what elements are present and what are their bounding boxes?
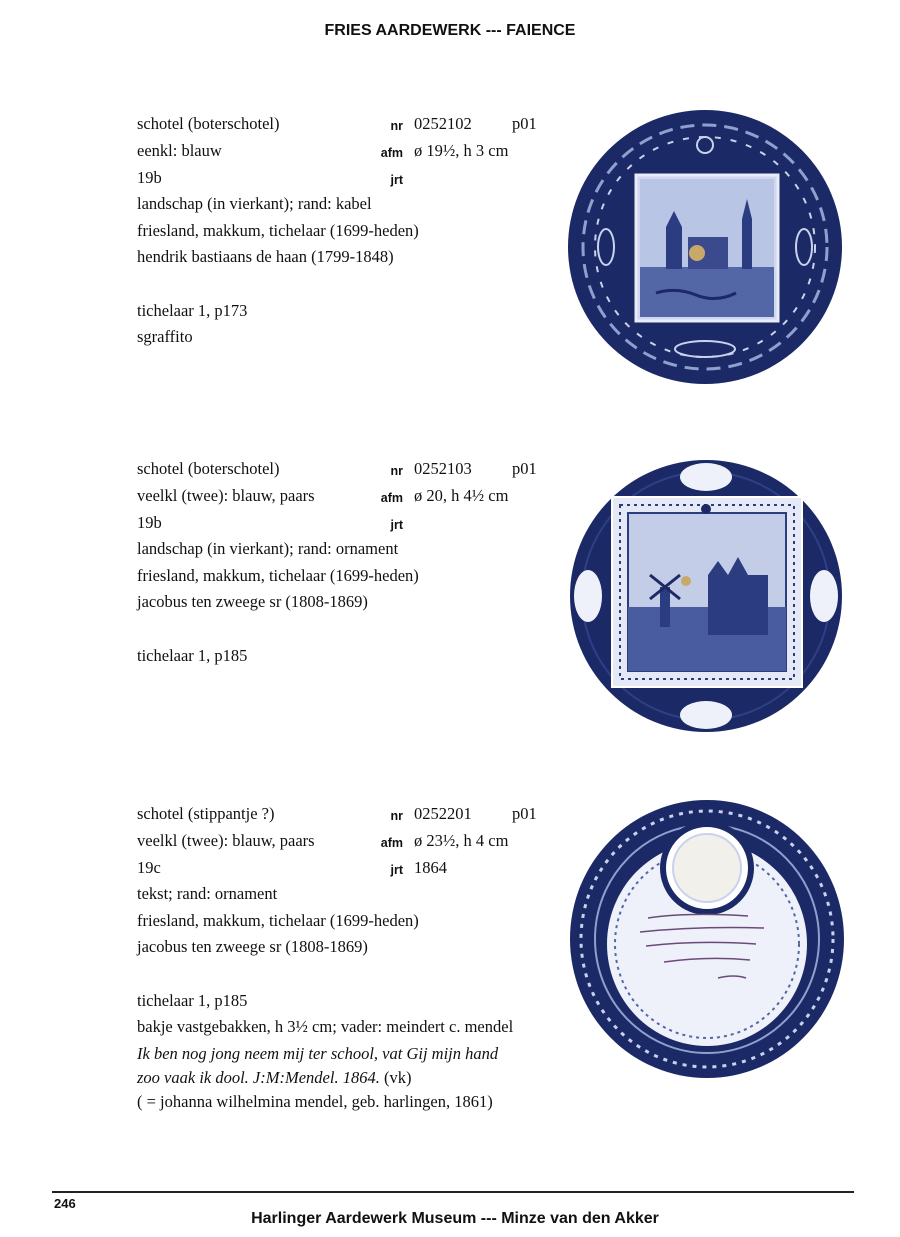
value-fabrikaat: friesland, makkum, tichelaar (1699-heden): [137, 221, 419, 240]
value-voorstelling: tekst; rand: ornament: [137, 884, 278, 903]
value-nr: 0252102: [414, 114, 472, 133]
value-voorstelling: landschap (in vierkant); rand: kabel: [137, 194, 372, 213]
opschrift-line2-plain: (vk): [379, 1068, 412, 1087]
value-kleur: veelkl (twee): blauw, paars: [137, 486, 315, 505]
label-afm: afm: [380, 836, 403, 850]
label-nr: nr: [390, 464, 403, 478]
label-nr: nr: [390, 809, 403, 823]
value-photo: p01: [512, 114, 537, 133]
page-number: 246: [54, 1196, 76, 1211]
plate-photo-3: [568, 798, 846, 1080]
value-schilder: jacobus ten zweege sr (1808-1869): [137, 592, 368, 611]
value-kleur: eenkl: blauw: [137, 141, 222, 160]
page-header: FRIES AARDEWERK --- FAIENCE: [324, 22, 576, 39]
value-literatuur: tichelaar 1, p185: [137, 991, 248, 1010]
value-kleur: veelkl (twee): blauw, paars: [137, 831, 315, 850]
value-literatuur: tichelaar 1, p185: [137, 646, 248, 665]
value-nr: 0252103: [414, 459, 472, 478]
value-datering: 19b: [137, 513, 162, 532]
value-opmerking: bakje vastgebakken, h 3½ cm; vader: meindert c. mendel: [137, 1017, 514, 1036]
plate-photo-2: [568, 457, 844, 735]
value-voorwerp: schotel (stippantje ?): [137, 804, 275, 823]
value-afm: ø 20, h 4½ cm: [414, 486, 509, 505]
value-opmerking: sgraffito: [137, 327, 193, 346]
value-photo: p01: [512, 459, 537, 478]
value-opschrift-line3: ( = johanna wilhelmina mendel, geb. harlingen, 1861): [137, 1092, 493, 1111]
opschrift-line2-italic: zoo vaak ik dool. J:M:Mendel. 1864.: [137, 1068, 380, 1087]
value-nr: 0252201: [414, 804, 472, 823]
plate-photo-1: [566, 107, 844, 387]
value-photo: p01: [512, 804, 537, 823]
value-voorwerp: schotel (boterschotel): [137, 459, 280, 478]
label-afm: afm: [380, 146, 403, 160]
value-voorstelling: landschap (in vierkant); rand: ornament: [137, 539, 399, 558]
value-afm: ø 19½, h 3 cm: [414, 141, 509, 160]
label-afm: afm: [380, 491, 403, 505]
value-voorwerp: schotel (boterschotel): [137, 114, 280, 133]
value-opschrift-line2: [137, 1068, 411, 1088]
value-fabrikaat: friesland, makkum, tichelaar (1699-heden): [137, 911, 419, 930]
label-jrt: jrt: [390, 173, 403, 187]
label-jrt: jrt: [390, 518, 403, 532]
page-footer: Harlinger Aardewerk Museum --- Minze van den Akker: [251, 1210, 659, 1227]
value-fabrikaat: friesland, makkum, tichelaar (1699-heden): [137, 566, 419, 585]
value-schilder: jacobus ten zweege sr (1808-1869): [137, 937, 368, 956]
value-afm: ø 23½, h 4 cm: [414, 831, 509, 850]
value-datering: 19b: [137, 168, 162, 187]
value-datering: 19c: [137, 858, 161, 877]
footer-rule: [52, 1191, 854, 1193]
value-jrt: 1864: [414, 858, 447, 877]
value-schilder: hendrik bastiaans de haan (1799-1848): [137, 247, 394, 266]
value-opschrift-line1: Ik ben nog jong neem mij ter school, vat Gij mijn hand: [137, 1044, 499, 1063]
label-nr: nr: [390, 119, 403, 133]
value-literatuur: tichelaar 1, p173: [137, 301, 248, 320]
label-jrt: jrt: [390, 863, 403, 877]
